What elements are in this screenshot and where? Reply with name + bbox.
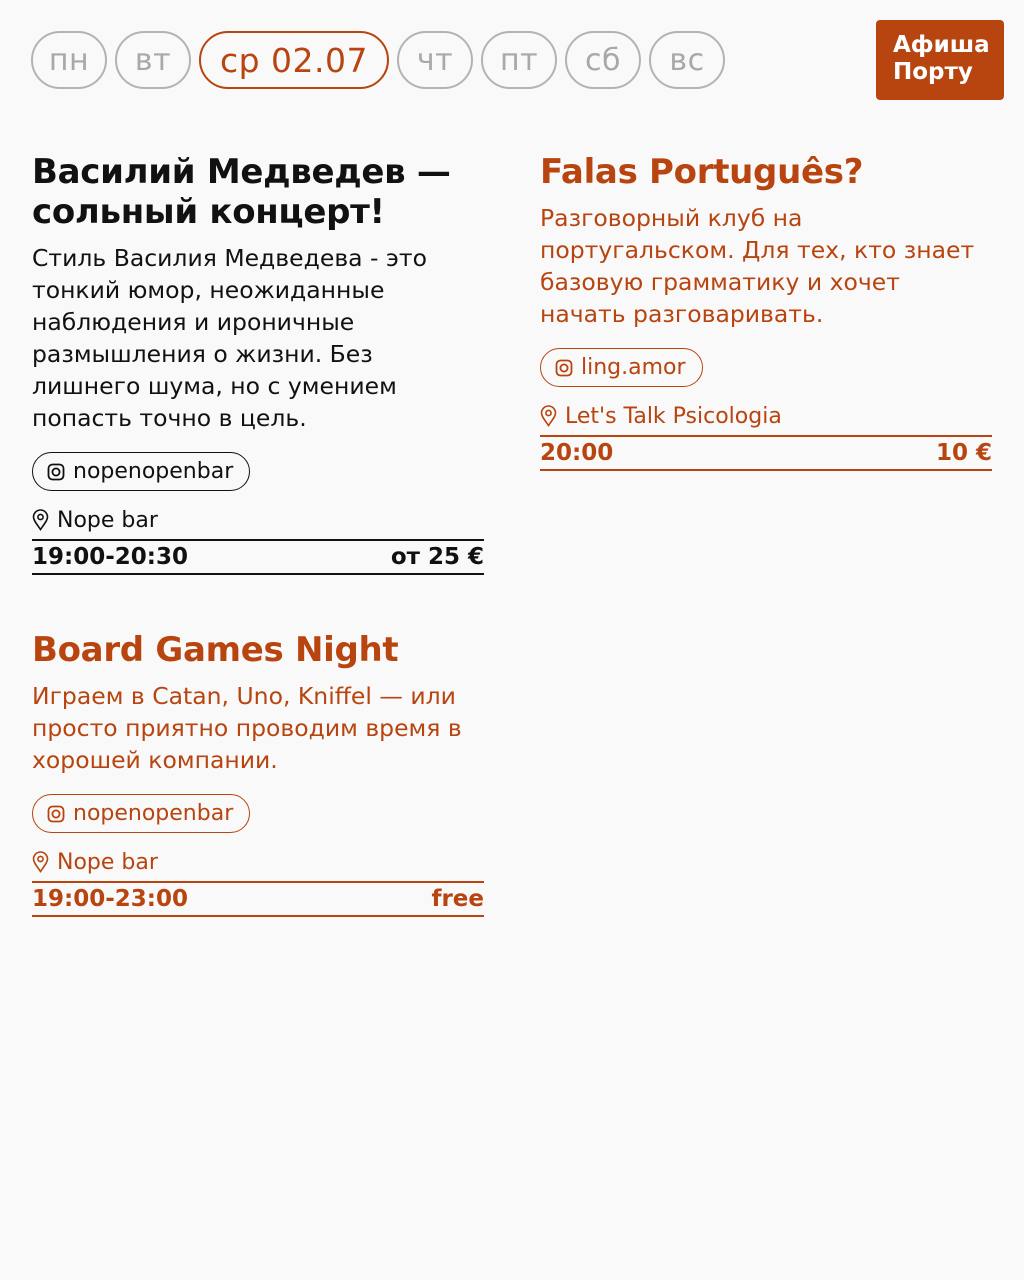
event-location	[32, 847, 484, 877]
event-card	[540, 152, 992, 471]
location-name: Let's Talk Psicologia	[565, 403, 782, 429]
logo	[876, 20, 1004, 100]
instagram-icon	[555, 359, 573, 377]
event-location	[540, 401, 992, 431]
location-name: Nope bar	[57, 849, 158, 875]
map-pin-icon	[32, 509, 49, 531]
weekday-selector	[31, 31, 725, 89]
day-tab-fri[interactable]: пт	[481, 31, 557, 89]
map-pin-icon	[32, 851, 49, 873]
instagram-link[interactable]	[32, 794, 250, 833]
event-card	[32, 152, 484, 575]
logo-line-1: Афиша	[893, 32, 990, 58]
event-time: 19:00-23:00	[32, 886, 188, 912]
map-pin-icon	[540, 405, 557, 427]
event-title: Василий Медведев — сольный концерт!	[32, 152, 451, 232]
event-location	[32, 505, 484, 535]
event-description: Стиль Василия Медведева - это тонкий юмор, неожиданные наблюдения и ироничные размышления о жизни. Без лишнего шума, но с умением попасть точно в цель.	[32, 244, 427, 432]
event-time-price	[32, 539, 484, 575]
day-tab-wed-active[interactable]: ср 02.07	[199, 31, 389, 89]
event-price: free	[431, 886, 484, 912]
event-time: 19:00-20:30	[32, 544, 188, 570]
logo-line-2: Порту	[893, 59, 973, 85]
event-time: 20:00	[540, 440, 614, 466]
event-price: от 25 €	[390, 544, 484, 570]
instagram-handle: ling.amor	[581, 355, 686, 380]
event-price: 10 €	[935, 440, 992, 466]
event-time-price	[540, 435, 992, 471]
day-tab-thu[interactable]: чт	[397, 31, 473, 89]
day-tab-sun[interactable]: вс	[649, 31, 725, 89]
instagram-link[interactable]	[540, 348, 703, 387]
instagram-handle: nopenopenbar	[73, 801, 234, 826]
event-title: Board Games Night	[32, 630, 399, 670]
instagram-icon	[47, 805, 65, 823]
day-tab-tue[interactable]: вт	[115, 31, 191, 89]
instagram-handle: nopenopenbar	[73, 459, 234, 484]
event-description: Разговорный клуб на португальском. Для тех, кто знает базовую грамматику и хочет начать разговаривать.	[540, 204, 975, 328]
instagram-icon	[47, 463, 65, 481]
day-tab-sat[interactable]: сб	[565, 31, 641, 89]
event-time-price	[32, 881, 484, 917]
location-name: Nope bar	[57, 507, 158, 533]
instagram-link[interactable]	[32, 452, 250, 491]
event-card	[32, 630, 484, 917]
day-tab-mon[interactable]: пн	[31, 31, 107, 89]
event-title: Falas Português?	[540, 152, 864, 192]
event-description: Играем в Catan, Uno, Kniffel — или просто приятно проводим время в хорошей компании.	[32, 682, 462, 774]
